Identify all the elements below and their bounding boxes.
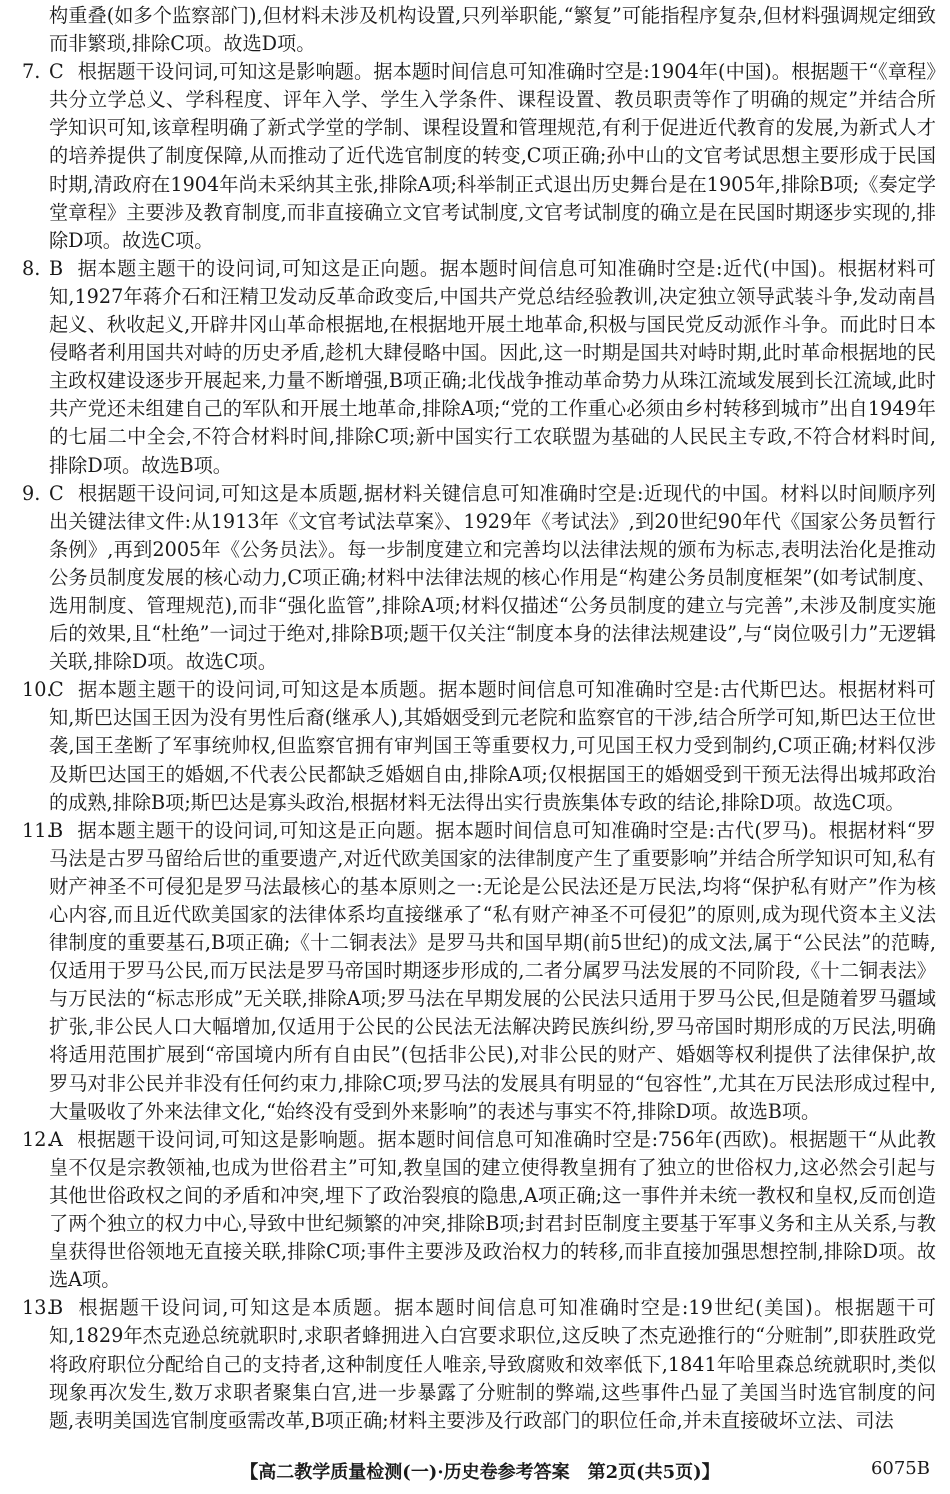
item-number: 12. (22, 1127, 53, 1151)
item-number: 10. (22, 678, 53, 702)
item-number: 9. (22, 481, 41, 505)
item-explanation: 据本题主题干的设问词,可知这是本质题。据本题时间信息可知准确时空是:古代斯巴达。根据材料可知,斯巴达国王因为没有男性后裔(继承人),其婚姻受到元老院和监察官的干涉,结合所学可知,斯巴达王位世袭,国王垄断了军事统帅权,但监察官拥有审判国王等重要权力,可见国王权力受到制约,C项正确;材料仅涉及斯巴达国王的婚姻,不代表公民都缺乏婚姻自由,排除A项;仅根据国王的婚姻受到干预无法得出城邦政治的成熟,排除B项;斯巴达是寡头政治,根据材料无法得出实行贵族集体专政的结论,排除D项。故选C项。 (49, 678, 936, 814)
answer-item-8 (22, 255, 936, 480)
item-answer: C (49, 678, 64, 702)
item-explanation: 根据题干设问词,可知这是本质题,据材料关键信息可知准确时空是:近现代的中国。材料以时间顺序列出关键法律文件:从1913年《文官考试法草案》、1929年《考试法》,到20世纪90年代《国家公务员暂行条例》,再到2005年《公务员法》。每一步制度建立和完善均以法律法规的颁布为标志,表明法治化是推动公务员制度发展的核心动力,C项正确;材料中法律法规的核心作用是“构建公务员制度框架”(如考试制度、选用制度、管理规范),而非“强化监管”,排除A项;材料仅描述“公务员制度的建立与完善”,未涉及制度实施后的效果,且“杜绝”一词过于绝对,排除B项;题干仅关注“制度本身的法律法规建设”,与“岗位吸引力”无逻辑关联,排除D项。故选C项。 (49, 481, 936, 674)
footer-title: 【高二教学质量检测(一)·历史卷参考答案 第2页(共5页)】 (240, 1462, 720, 1483)
item-explanation: 据本题主题干的设问词,可知这是正向题。据本题时间信息可知准确时空是:近代(中国)。根据材料可知,1927年蒋介石和汪精卫发动反革命政变后,中国共产党总结经验教训,决定独立领导武装斗争,发动南昌起义、秋收起义,开辟井冈山革命根据地,在根据地开展土地革命,积极与国民党反动派作斗争。而此时日本侵略者利用国共对峙的历史矛盾,趁机大肆侵略中国。因此,这一时期是国共对峙时期,此时革命根据地的民主政权建设逐步开展起来,力量不断增强,B项正确;北伐战争推动革命势力从珠江流域发展到长江流域,此时共产党还未组建自己的军队和开展土地革命,排除A项;“党的工作重心必须由乡村转移到城市”出自1949年的七届二中全会,不符合材料时间,排除C项;新中国实行工农联盟为基础的人民民主专政,不符合材料时间,排除D项。故选B项。 (49, 256, 936, 477)
item-number: 8. (22, 256, 41, 280)
answer-page (22, 2, 936, 1435)
paper-code: 6075B (870, 1458, 930, 1479)
item-number: 7. (22, 60, 41, 84)
item-explanation: 根据题干设问词,可知这是本质题。据本题时间信息可知准确时空是:19世纪(美国)。根据题干可知,1829年杰克逊总统就职时,求职者蜂拥进入白宫要求职位,这反映了杰克逊推行的“分赃制”,即获胜政党将政府职位分配给自己的支持者,这种制度任人唯亲,导致腐败和效率低下,1841年哈里森总统就职时,类似现象再次发生,数万求职者聚集白宫,进一步暴露了分赃制的弊端,这些事件凸显了美国当时选官制度的问题,表明美国选官制度亟需改革,B项正确;材料主要涉及行政部门的职位任命,并未直接破坏立法、司法 (49, 1296, 936, 1432)
item-explanation: 根据题干设问词,可知这是影响题。据本题时间信息可知准确时空是:756年(西欧)。根据题干“从此教皇不仅是宗教领袖,也成为世俗君主”可知,教皇国的建立使得教皇拥有了独立的世俗权力,这必然会引起与其他世俗政权之间的矛盾和冲突,埋下了政治裂痕的隐患,A项正确;这一事件并未统一教权和皇权,反而创造了两个独立的权力中心,导致中世纪频繁的冲突,排除B项;封君封臣制度主要基于军事义务和主从关系,与教皇获得世俗领地无直接关联,排除C项;事件主要涉及政治权力的转移,而非直接加强思想控制,排除D项。故选A项。 (49, 1127, 936, 1292)
answer-item-9 (22, 480, 936, 677)
item-number: 13. (22, 1296, 53, 1320)
answer-item-12 (22, 1126, 936, 1295)
item-answer: B (49, 256, 64, 280)
item-explanation: 据本题主题干的设问词,可知这是正向题。据本题时间信息可知准确时空是:古代(罗马)。根据材料“罗马法是古罗马留给后世的重要遗产,对近代欧美国家的法律制度产生了重要影响”并结合所学知识可知,私有财产神圣不可侵犯是罗马法最核心的基本原则之一:无论是公民法还是万民法,均将“保护私有财产”作为核心内容,而且近代欧美国家的法律体系均直接继承了“私有财产神圣不可侵犯”的原则,成为现代资本主义法律制度的重要基石,B项正确;《十二铜表法》是罗马共和国早期(前5世纪)的成文法,属于“公民法”的范畴,仅适用于罗马公民,而万民法是罗马帝国时期逐步形成的,二者分属罗马法发展的不同阶段,《十二铜表法》与万民法的“标志形成”无关联,排除A项;罗马法在早期发展的公民法只适用于罗马公民,但是随着罗马疆域扩张,非公民人口大幅增加,仅适用于公民的公民法无法解决跨民族纠纷,罗马帝国时期形成的万民法,明确将适用范围扩展到“帝国境内所有自由民”(包括非公民),对非公民的财产、婚姻等权利提供了法律保护,故罗马对非公民并非没有任何约束力,排除C项;罗马法的发展具有明显的“包容性”,尤其在万民法形成过程中,大量吸收了外来法律文化,“始终没有受到外来影响”的表述与事实不符,排除D项。故选B项。 (49, 818, 936, 1123)
answer-item-13 (22, 1294, 936, 1434)
answer-item-7 (22, 58, 936, 255)
answer-item-11 (22, 817, 936, 1126)
answer-item-10 (22, 676, 936, 816)
page-footer (0, 1458, 950, 1486)
item-number: 11. (22, 818, 53, 842)
continued-paragraph: 构重叠(如多个监察部门),但材料未涉及机构设置,只列举职能,“繁复”可能指程序复杂,但材料强调规定细致而非繁琐,排除C项。故选D项。 (49, 4, 936, 56)
item-answer: C (49, 481, 64, 505)
item-answer: C (49, 60, 64, 84)
item-answer: B (49, 1296, 64, 1320)
item-answer: A (49, 1127, 63, 1151)
item-explanation: 根据题干设问词,可知这是影响题。据本题时间信息可知准确时空是:1904年(中国)。根据题干“《章程》共分立学总义、学科程度、评年入学、学生入学条件、课程设置、教员职责等作了明确的规定”并结合所学知识可知,该章程明确了新式学堂的学制、课程设置和管理规范,有利于促进近代教育的发展,为新式人才的培养提供了制度保障,从而推动了近代选官制度的转变,C项正确;孙中山的文官考试思想主要形成于民国时期,清政府在1904年尚未采纳其主张,排除A项;科举制正式退出历史舞台是在1905年,排除B项;《奏定学堂章程》主要涉及教育制度,而非直接确立文官考试制度,文官考试制度的确立是在民国时期逐步实现的,排除D项。故选C项。 (49, 60, 936, 252)
item-answer: B (49, 818, 64, 842)
